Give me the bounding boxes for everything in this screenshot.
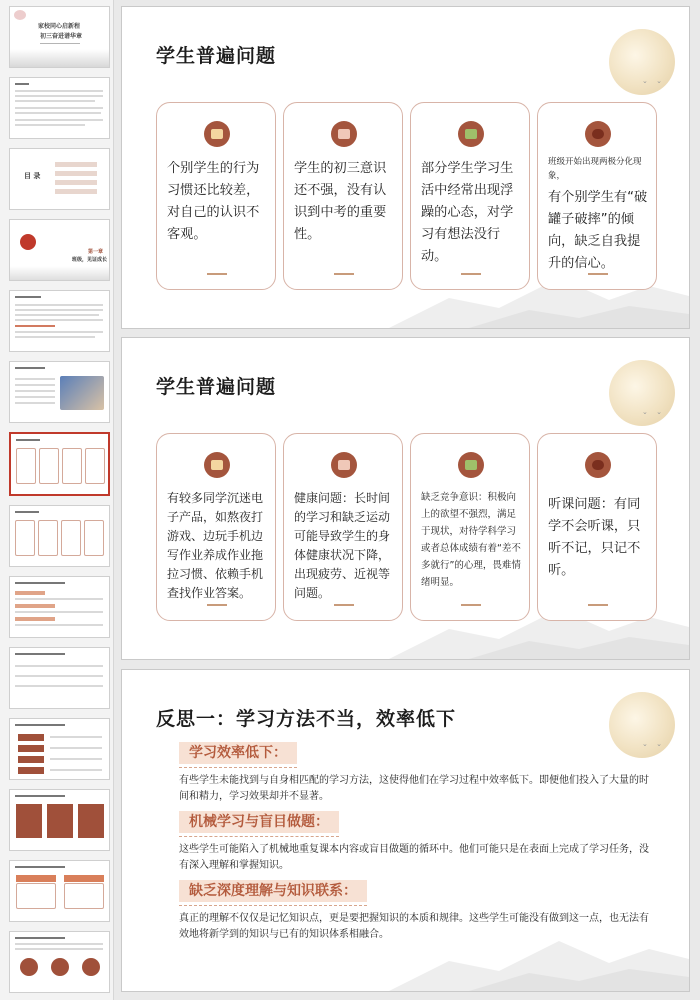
thumbnail-slide-6[interactable] (9, 361, 110, 423)
slide-title: 学生普遍问题 (156, 376, 277, 398)
card-text: 有较多同学沉迷电子产品，如熬夜打游戏、边玩手机边写作业养成作业拖拉习惯、依赖手机查找作业答案。 (167, 491, 264, 600)
problem-card-4 (537, 433, 657, 621)
problem-card-4 (537, 102, 657, 290)
problem-card-3 (410, 433, 530, 621)
card-divider (334, 604, 354, 606)
section-heading-efficiency: 学习效率低下： (179, 742, 297, 764)
thumbnail-slide-11[interactable] (9, 718, 110, 780)
section-body-understanding: 真正的理解不仅仅是记忆知识点，更是要把握知识的本质和规律。这些学生可能没有做到这一点，也无法有效地将新学到的知识与已有的知识体系相融合。 (179, 913, 649, 940)
card-text: 听课问题：有同学不会听课，只听不记，只记不听。 (548, 497, 641, 578)
thumbnail-chapter-title: 班级，见证成长 (72, 257, 108, 263)
slide-title: 反思一：学习方法不当，效率低下 (156, 708, 457, 730)
red-sun-icon (20, 234, 36, 250)
problem-card-1 (156, 102, 276, 290)
moon-decoration (609, 29, 675, 95)
plum-blossom-icon (14, 10, 26, 20)
thumbnail-chapter-1[interactable] (9, 219, 110, 281)
card-divider (207, 604, 227, 606)
problem-card-3 (410, 102, 530, 290)
card-divider (207, 273, 227, 275)
chart-icon (331, 121, 357, 147)
slide-title: 学生普遍问题 (156, 45, 277, 67)
slide-student-problems-2[interactable] (121, 337, 690, 660)
section-heading-understanding: 缺乏深度理解与知识联系： (179, 880, 367, 902)
person-icon (204, 121, 230, 147)
cloud-icon (585, 121, 611, 147)
section-body-mechanical: 这些学生可能陷入了机械地重复课本内容或盲目做题的循环中。他们可能只是在表面上完成了学习任务，没有深入理解和掌握知识。 (179, 844, 649, 871)
thumbnail-cover-title-2: 初三奋进谱华章 (40, 33, 83, 40)
moon-decoration (609, 360, 675, 426)
thumbnail-slide-7[interactable] (9, 432, 110, 496)
card-divider (461, 273, 481, 275)
thumbnail-slide-13[interactable] (9, 860, 110, 922)
folder-icon (458, 452, 484, 478)
birds-decoration: ⌄ ⌄ (642, 740, 665, 748)
folder-icon (458, 121, 484, 147)
card-divider (334, 273, 354, 275)
section-body-efficiency: 有些学生未能找到与自身相匹配的学习方法，这使得他们在学习过程中效率低下。即便他们投入了大量的时间和精力，学习效果却并不显著。 (179, 775, 649, 802)
person-icon (204, 452, 230, 478)
slide-student-problems-1[interactable] (121, 6, 690, 329)
thumbnail-toc[interactable] (9, 148, 110, 210)
thumbnail-cover-mountains (10, 49, 110, 67)
problem-card-1 (156, 433, 276, 621)
birds-decoration: ⌄ ⌄ (642, 408, 665, 416)
thumbnail-slide-2[interactable] (9, 77, 110, 139)
thumbnail-chapter-label: 第一章 (88, 249, 104, 255)
problem-card-2 (283, 102, 403, 290)
section-heading-mechanical: 机械学习与盲目做题： (179, 811, 339, 833)
card-text: 有个别学生有“破罐子破摔”的倾向，缺乏自我提升的信心。 (548, 190, 648, 271)
card-divider (588, 604, 608, 606)
thumbnail-toc-label: 目 录 (24, 172, 41, 180)
card-divider (461, 604, 481, 606)
card-text: 缺乏竞争意识：积极向上的欲望不强烈，满足于现状，对待学科学习或者总体成绩有着“差不多就行”的心理，畏难情绪明显。 (421, 492, 521, 588)
thumbnail-slide-14[interactable] (9, 931, 110, 993)
card-text: 部分学生学习生活中经常出现浮躁的心态，对学习有想法没行动。 (421, 161, 514, 264)
card-text: 学生的初三意识还不强，没有认识到中考的重要性。 (294, 161, 387, 242)
card-subtext: 班级开始出现两极分化现象， (548, 157, 642, 181)
thumbnail-slide-8[interactable] (9, 505, 110, 567)
moon-decoration (609, 692, 675, 758)
card-text: 个别学生的行为习惯还比较差，对自己的认识不客观。 (167, 161, 260, 242)
thumbnail-slide-9[interactable] (9, 576, 110, 638)
thumbnail-slide-10[interactable] (9, 647, 110, 709)
birds-decoration: ⌄ ⌄ (642, 77, 665, 85)
cloud-icon (585, 452, 611, 478)
slide-thumbnail-panel[interactable] (0, 0, 114, 1000)
problem-card-2 (283, 433, 403, 621)
card-divider (588, 273, 608, 275)
students-photo (60, 376, 104, 410)
card-text: 健康问题：长时间的学习和缺乏运动可能导致学生的身体健康状况下降，出现疲劳、近视等问题。 (294, 491, 391, 600)
thumbnail-cover-title-1: 家校同心启新程 (38, 23, 81, 30)
chart-icon (331, 452, 357, 478)
thumbnail-slide-12[interactable] (9, 789, 110, 851)
slide-reflection-1[interactable] (121, 669, 690, 992)
thumbnail-cover[interactable] (9, 6, 110, 68)
thumbnail-slide-5[interactable] (9, 290, 110, 352)
